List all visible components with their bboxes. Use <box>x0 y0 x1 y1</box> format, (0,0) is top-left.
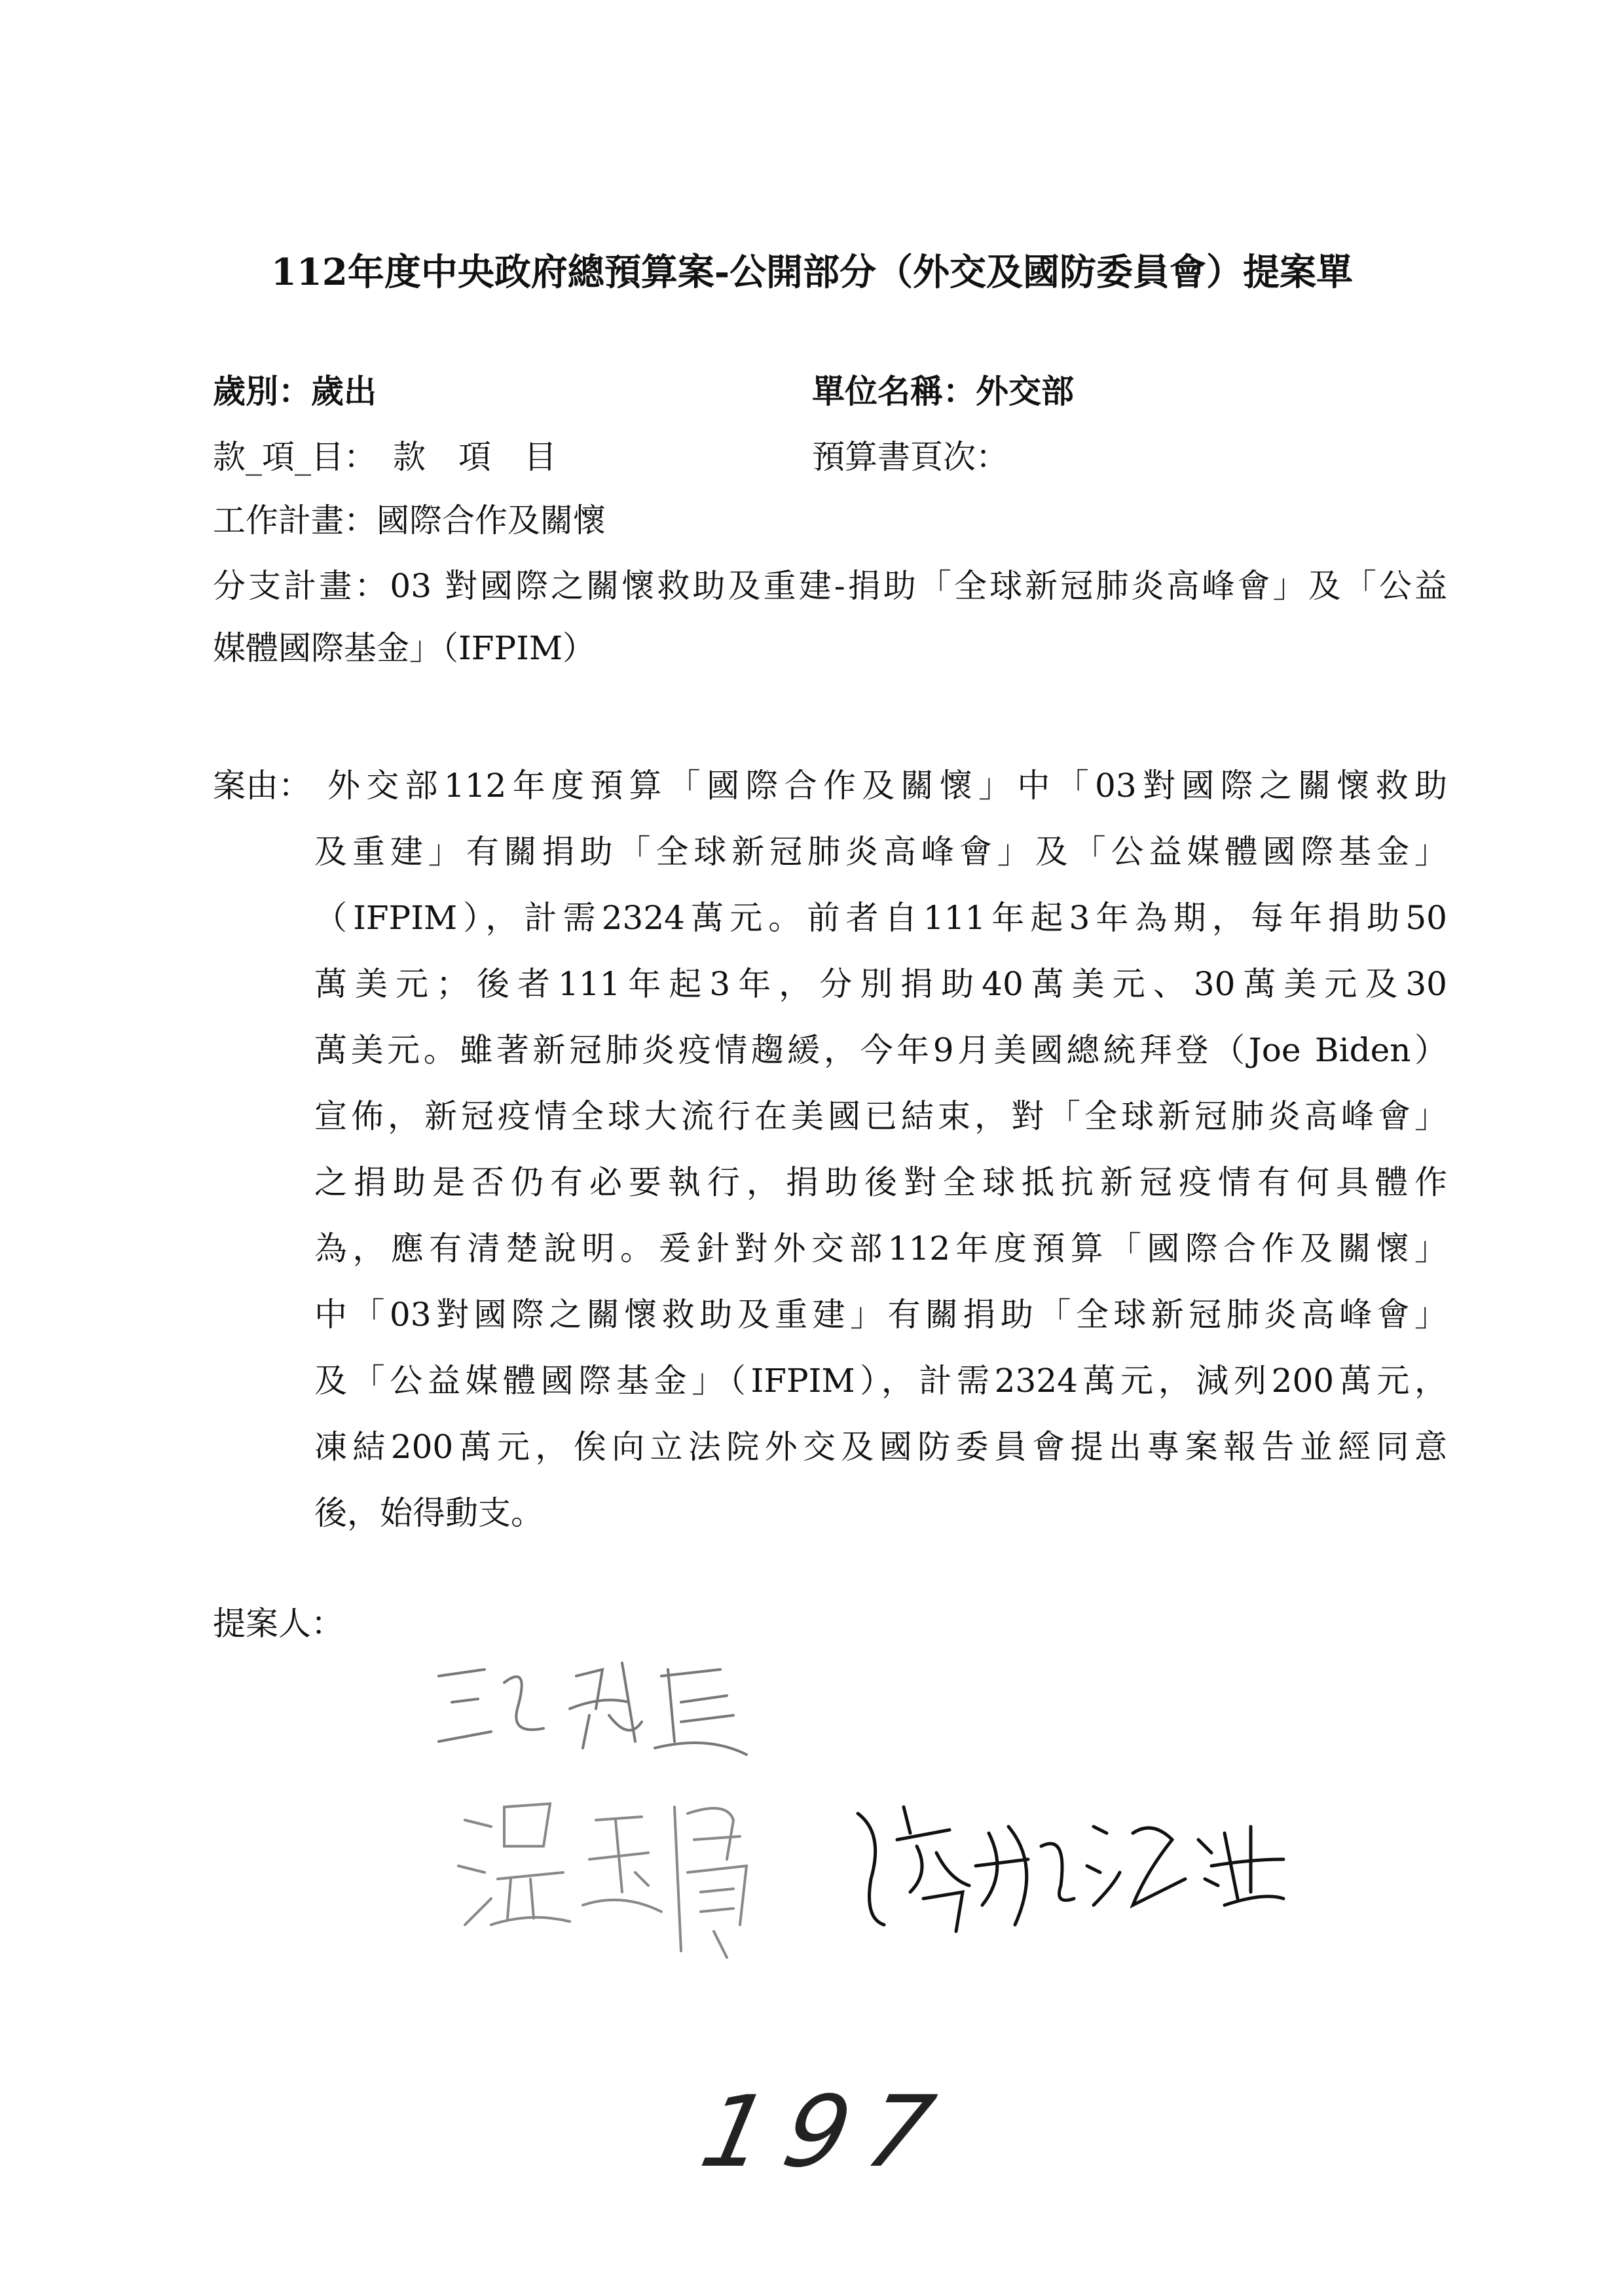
reason-line: 外交部112年度預算「國際合作及關懷」中「03對國際之關懷救助 <box>327 767 1447 805</box>
signature-2 <box>452 1781 779 1964</box>
reason-line: 後，始得動支。 <box>314 1494 544 1532</box>
reason-line: 凍結200萬元，俟向立法院外交及國防委員會提出專案報告並經同意 <box>314 1428 1447 1466</box>
sub-plan-line: 分支計畫：03 對國際之關懷救助及重建-捐助「全球新冠肺炎高峰會」及「公益 <box>213 567 1447 605</box>
reason-line: 中「03對國際之關懷救助及重建」有關捐助「全球新冠肺炎高峰會」 <box>314 1296 1447 1334</box>
unit-name: 單位名稱：外交部 <box>812 372 1074 410</box>
reason-line: 及「公益媒體國際基金」（IFPIM），計需2324萬元，減列200萬元， <box>314 1362 1447 1400</box>
signature-1 <box>432 1650 760 1761</box>
work-plan: 工作計畫：國際合作及關懷 <box>213 501 606 539</box>
sub-plan-line: 媒體國際基金」（IFPIM） <box>213 629 596 667</box>
reason-line: 萬美元；後者111年起3年，分別捐助40萬美元、30萬美元及30 <box>314 965 1447 1003</box>
reason-label: 案由： <box>213 767 311 805</box>
reason-line: 宣佈，新冠疫情全球大流行在美國已結束，對「全球新冠肺炎高峰會」 <box>314 1097 1447 1135</box>
reason-line: 及重建」有關捐助「全球新冠肺炎高峰會」及「公益媒體國際基金」 <box>314 833 1447 871</box>
reason-line: （IFPIM），計需2324萬元。前者自111年起3年為期，每年捐助50 <box>314 899 1447 937</box>
page-number: 197 <box>692 2075 963 2189</box>
proposers-label: 提案人： <box>213 1605 344 1643</box>
signature-3 <box>845 1794 1290 1944</box>
document-title: 112年度中央政府總預算案-公開部分（外交及國防委員會）提案單 <box>270 251 1354 294</box>
reason-line: 之捐助是否仍有必要執行，捐助後對全球抵抗新冠疫情有何具體作 <box>314 1163 1447 1201</box>
budget-item: 款_項_目： 款 項 目 <box>213 438 557 476</box>
reason-line: 萬美元。雖著新冠肺炎疫情趨緩，今年9月美國總統拜登（Joe Biden） <box>314 1031 1447 1069</box>
budget-category: 歲別：歲出 <box>213 372 377 410</box>
reason-line: 為，應有清楚說明。爰針對外交部112年度預算「國際合作及關懷」 <box>314 1230 1447 1267</box>
budget-page-ref: 預算書頁次： <box>812 438 1008 476</box>
